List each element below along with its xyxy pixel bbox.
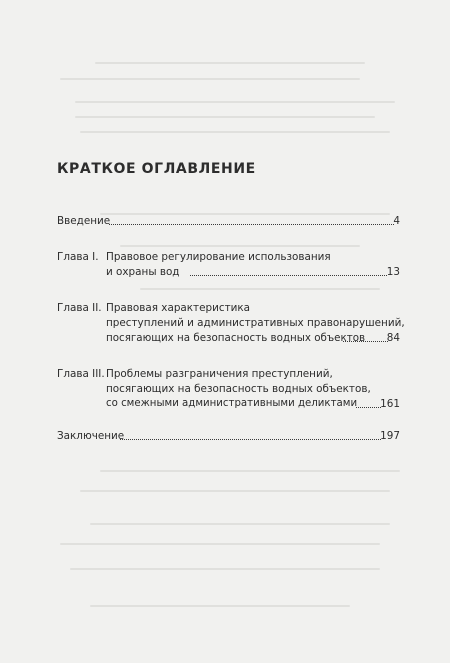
show-through-line [90,523,390,525]
toc-chapter1-line1: Правовое регулирование использования [106,251,331,263]
show-through-line [60,543,380,545]
show-through-line [90,605,350,607]
toc-leader-chapter1 [190,275,387,276]
toc-chapter2-line1: Правовая характеристика [106,302,251,314]
toc-entry-intro-page: 4 [393,215,400,227]
toc-chapter1-page: 13 [386,266,400,278]
toc-chapter2-line3: посягающих на безопасность водных объектов [106,332,366,344]
show-through-line [80,131,390,133]
toc-chapter3-line2: посягающих на безопасность водных объектов, [106,383,371,395]
show-through-line [75,116,375,118]
show-through-line [95,62,365,64]
toc-leader-intro [109,224,394,225]
toc-chapter2-page: 84 [386,332,400,344]
show-through-line [140,288,380,290]
show-through-line [120,245,360,247]
toc-chapter3-line3: со смежными административными деликтами [106,398,358,409]
show-through-line [60,78,360,80]
show-through-line [80,490,390,492]
toc-chapter2-label: Глава II. [57,302,102,314]
toc-chapter1-label: Глава I. [57,251,99,263]
toc-leader-conclusion [120,439,381,440]
toc-chapter2-line2: преступлений и административных правонарушений, [106,317,405,329]
toc-chapter3-line1: Проблемы разграничения преступлений, [106,368,333,380]
toc-entry-conclusion-title: Заключение [57,430,125,442]
toc-heading: КРАТКОЕ ОГЛАВЛЕНИЕ [57,161,256,177]
show-through-line [75,101,395,103]
toc-entry-conclusion-page: 197 [380,430,400,442]
show-through-line [100,213,390,215]
toc-chapter1-line2: и охраны вод [106,266,180,278]
show-through-line [70,568,380,570]
show-through-line [100,470,400,472]
toc-chapter3-page: 161 [380,398,400,410]
toc-chapter3-label: Глава III. [57,368,105,380]
toc-entry-intro-title: Введение [57,215,111,227]
